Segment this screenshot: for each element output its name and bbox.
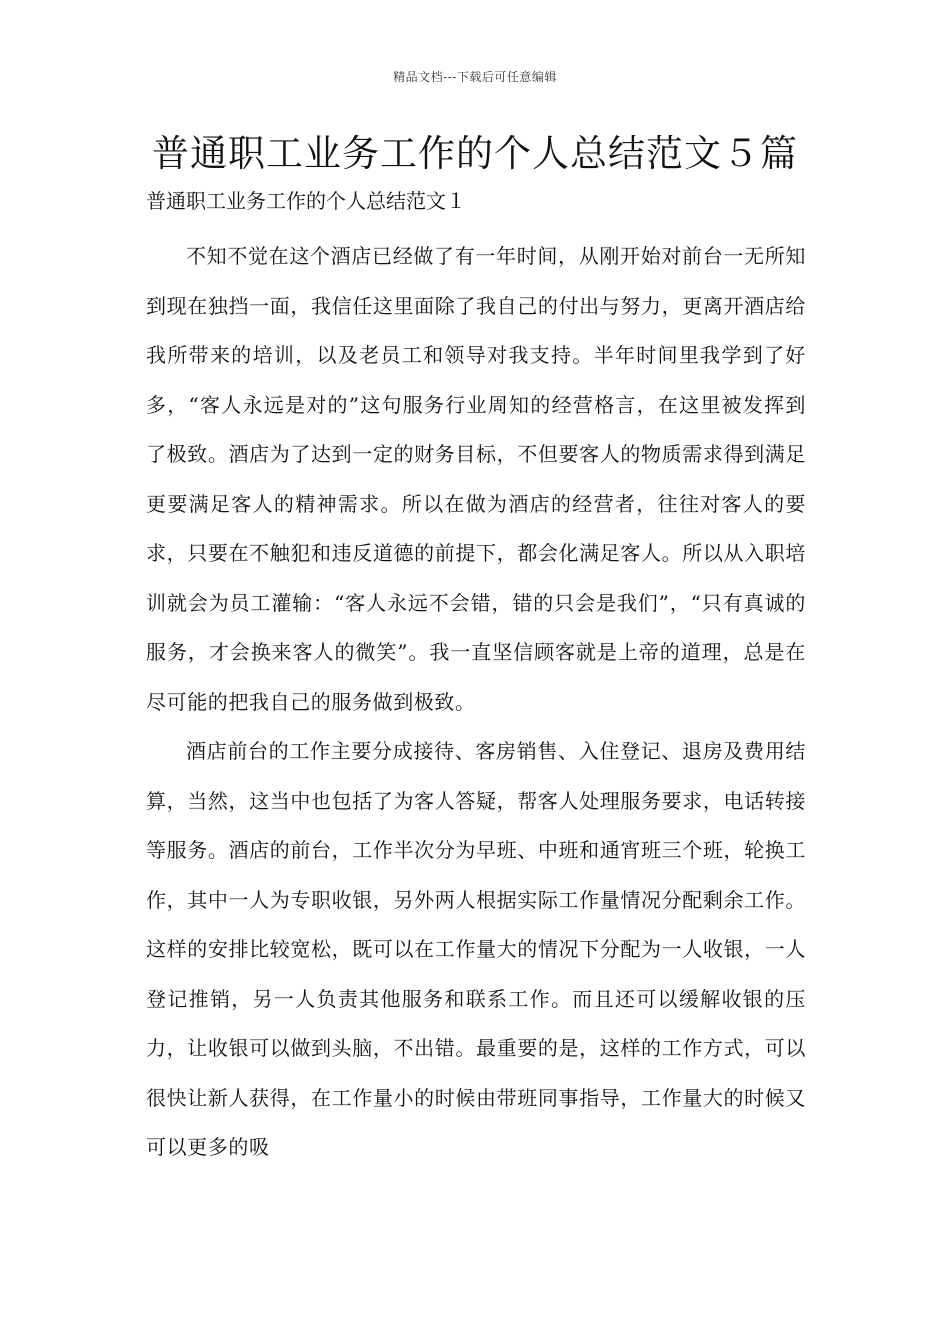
document-title: 普通职工业务工作的个人总结范文５篇 <box>152 132 798 175</box>
paragraph-2: 酒店前台的工作主要分成接待、客房销售、入住登记、退房及费用结算，当然，这当中也包括了为客人答疑，帮客人处理服务要求，电话转接等服务。酒店的前台，工作半次分为早班、中班和通宵班三个班，轮换工作，其中一人为专职收银，另外两人根据实际工作量情况分配剩余工作。这样的安排比较宽松，既可以在工作量大的情况下分配为一人收银，一人登记推销，另一人负责其他服务和联系工作。而且还可以缓解收银的压力，让收银可以做到头脑，不出错。最重要的是，这样的工作方式，可以很快让新人获得，在工作量小的时候由带班同事指导，工作量大的时候又可以更多的吸 <box>146 739 806 1159</box>
body-text <box>146 232 806 1173</box>
section-subtitle: 普通职工业务工作的个人总结范文１ <box>146 189 466 213</box>
header-note: 精品文档---下载后可任意编辑 <box>393 70 557 84</box>
paragraph-1: 不知不觉在这个酒店已经做了有一年时间，从刚开始对前台一无所知到现在独挡一面，我信任这里面除了我自己的付出与努力，更离开酒店给我所带来的培训，以及老员工和领导对我支持。半年时间里我学到了好多，“客人永远是对的”这句服务行业周知的经营格言，在这里被发挥到了极致。酒店为了达到一定的财务目标，不但要客人的物质需求得到满足更要满足客人的精神需求。所以在做为酒店的经营者，往往对客人的要求，只要在不触犯和违反道德的前提下，都会化满足客人。所以从入职培训就会为员工灌输：“客人永远不会错，错的只会是我们”，“只有真诚的服务，才会换来客人的微笑”。我一直坚信顾客就是上帝的道理，总是在尽可能的把我自己的服务做到极致。 <box>146 244 806 714</box>
